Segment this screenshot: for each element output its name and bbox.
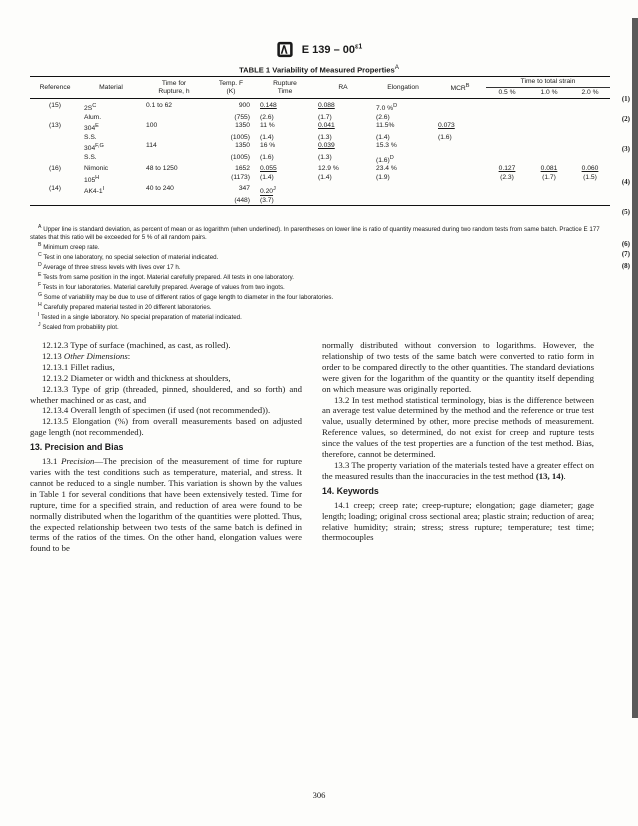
paragraph-13-1-continued: normally distributed without conversion to logarithms. However, the relationship of two tests of the same batch were converted to ratio form in order to be compared directly to the other quantities. The standard deviations were given for the logarithm of the quantity or the quantity itself depending on which measure was originally reported.: [322, 340, 594, 394]
footnote: $^F$ Tests in four laboratories. Material carefully prepared. Average of values from two ingots.: [38, 281, 285, 291]
margin-number: (5): [621, 208, 630, 216]
table-footnotes: [30, 224, 612, 332]
section-heading-keywords: 14. Keywords: [322, 485, 379, 496]
section-heading-precision-bias: 13. Precision and Bias: [30, 442, 124, 453]
table-row: (14) $AK4-1^I$ 40 to 240 347 $0.20^J$: [49, 185, 276, 196]
paragraph-12-13-3: 12.13.3 Type of grip (threaded, pinned, shouldered, and so forth) and whether machined or as cast, and: [30, 383, 302, 405]
body-column-left: [30, 340, 302, 554]
margin-number: (4): [621, 178, 630, 186]
table-row: S.S. (1005) (1.4) (1.3) (1.4) (1.6): [84, 133, 452, 141]
astm-logo-icon: [276, 41, 294, 58]
standard-designation: E $139 - 00^{\varepsilon 1}$: [301, 43, 363, 56]
col-header-ra: RA: [338, 83, 348, 91]
col-header-strain-10: 1.0 %: [528, 88, 570, 99]
col-header-temp: Temp. F (K): [218, 79, 244, 95]
paragraph-12-13-5: 12.13.5 Elongation (%) from overall measurements based on adjusted gage length (not recommended).: [30, 416, 302, 438]
table-row: $304^{F,G}$ 114 1350 16 % 0.039 15.3 %: [84, 142, 397, 153]
col-header-elongation: Elongation: [387, 83, 419, 91]
paragraph-12-12-3: 12.12.3 Type of surface (machined, as cast, as rolled).: [42, 340, 231, 350]
col-header-reference: Reference: [39, 83, 71, 91]
col-header-mcr: $MCR^B$: [450, 82, 470, 93]
table-caption: TABLE 1 Variability of Measured Properties$^A$: [239, 64, 399, 75]
margin-number: (1): [621, 95, 630, 103]
table-row: (15) $2S^C$ 0.1 to 62 900 0.148 0.088 7.0 %$^D$: [49, 102, 398, 113]
footnote: $^G$ Some of variability may be due to use of different ratios of gage length to diameter in the four laboratories.: [38, 291, 334, 301]
paragraph-13-1: 13.1 Precision—The precision of the measurement of time for rupture varies with the test conditions such as temperature, material, and stress. It cannot be reduced to a single number. This variation is shown by the values in Table 1 for several conditions that have been extensively tested. Time for rupture, time for a specified strain, and reduction of area were found to be normally distributed when the logarithm of the quantities were plotted. Thus, the expected relationship between two tests of the same batch is defined in terms of the ratios of the times. On the other hand, elongation values were found to be: [30, 456, 302, 554]
col-header-strain-group: Time to total strain: [520, 78, 576, 85]
footnote: $^E$ Tests from same position in the ingot. Material carefully prepared. All tests in one laboratory.: [38, 271, 295, 281]
paragraph-13-3: 13.3 The property variation of the materials tested have a greater effect on the measured results than the inaccuracies in the test method (13, 14).: [322, 459, 594, 481]
table-row: (16) Nimonic 48 to 1250 1652 0.055 12.9 % 23.4 % 0.127 0.081 0.060: [49, 165, 599, 173]
paragraph-12-13-2: 12.13.2 Diameter or width and thickness at shoulders,: [42, 372, 231, 383]
col-header-material: Material: [99, 83, 123, 91]
paragraph-12-13-4: 12.13.4 Overall length of specimen (if used (not recommended)).: [42, 405, 271, 416]
paragraph-12-13: 12.13 Other Dimensions:: [42, 350, 131, 361]
table-row: $105^H$ (1173) (1.4) (1.4) (1.9) (2.3) (1.7) (1.5): [84, 173, 597, 185]
footnote: $^C$ Test in one laboratory, no special selection of material indicated.: [38, 251, 219, 261]
paragraph-13-2: 13.2 In test method statistical terminology, bias is the difference between an average test value determined by the method and the reference or true test value, usually determined by other, more precise methods of measurement. Reference values, so determined, do not exist for creep and rupture tests since the values of the test properties are a function of the test method. Bias, therefore, cannot be determined.: [322, 394, 594, 460]
table-row: (13) $304^E$ 100 1350 11 % 0.041 11.5% 0.073: [49, 122, 455, 133]
table-row: S.S. (1005) (1.6) (1.3) $(1.6)^D$: [84, 153, 394, 164]
page-number: 306: [312, 790, 326, 800]
table-row: Alum. (755) (2.6) (1.7) (2.6): [84, 113, 390, 121]
margin-number: (3): [621, 145, 630, 153]
margin-number: (7): [621, 250, 630, 258]
margin-number: (8): [621, 262, 630, 270]
col-header-time-rupture: Time for Rupture, h: [158, 79, 190, 95]
variability-table: [30, 76, 610, 206]
footnote: $^A$ Upper line is standard deviation, as percent of mean or as logarithm (when underlined). In parentheses on lower line is ratio of quantity measured during two random tests from same batch. Practice E 177 states that this ratio will be exceeded for 5 % of all random pairs.: [30, 224, 600, 241]
footnote: $^H$ Carefully prepared material tested in 20 different laboratories.: [38, 301, 212, 311]
body-column-right: [322, 340, 594, 543]
table-row: (448) (3.7): [30, 197, 610, 206]
footnote: $^J$ Scaled from probability plot.: [38, 321, 119, 331]
scan-binding-edge: [632, 18, 638, 718]
page-header: [0, 40, 638, 58]
margin-number: (2): [621, 115, 630, 123]
paragraph-14-1: 14.1 creep; creep rate; creep-rupture; elongation; gage diameter; gage length; loading; original cross sectional area; plastic strain; reduction of area; relative humidity; strain; stress; stress rupture; temperature; test time; thermocouples: [322, 499, 594, 543]
col-header-strain-20: 2.0 %: [570, 88, 610, 99]
footnote: $^D$ Average of three stress levels with lives over 17 h.: [38, 261, 181, 271]
paragraph-12-13-1: 12.13.1 Fillet radius,: [42, 361, 115, 372]
col-header-strain-05: 0.5 %: [486, 88, 528, 99]
col-header-rupture-time: Rupture Time: [273, 79, 297, 95]
footnote: $^I$ Tested in a single laboratory. No special preparation of material indicated.: [38, 311, 242, 321]
footnote: $^B$ Minimum creep rate.: [38, 241, 100, 251]
margin-number: (6): [621, 240, 630, 248]
